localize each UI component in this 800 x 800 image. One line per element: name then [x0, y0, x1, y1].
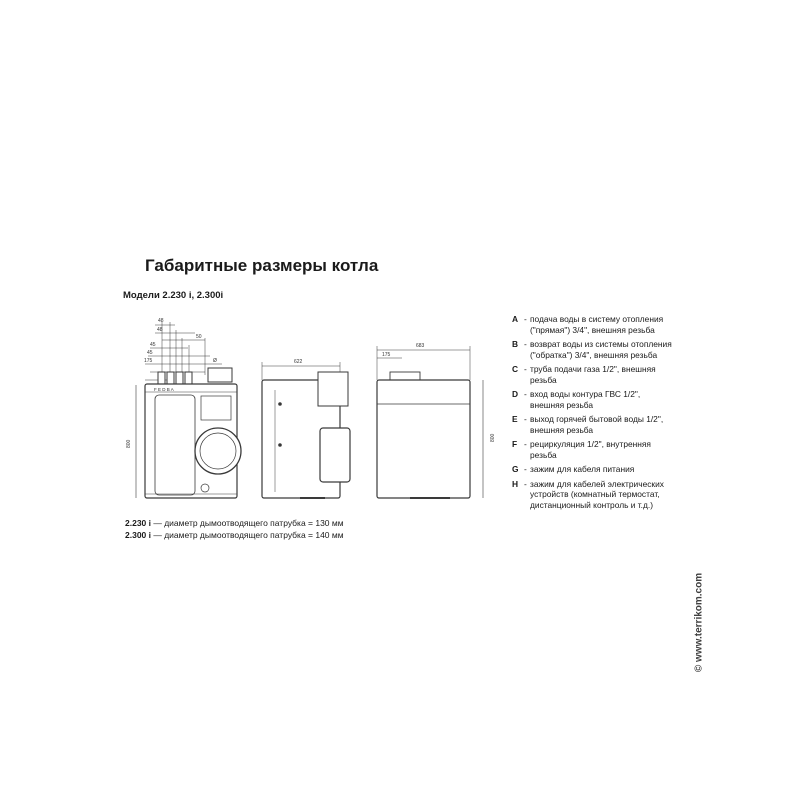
legend-item-d: D - вход воды контура ГВС 1/2", внешняя резьба [512, 389, 672, 410]
rear-view [377, 343, 496, 498]
legend-key: E [512, 414, 518, 424]
dim-diameter: Ø [213, 358, 217, 364]
dim-800-rear: 800 [490, 433, 496, 442]
dim-45b: 45 [147, 350, 153, 356]
legend-key: C [512, 364, 519, 374]
dim-50: 50 [196, 334, 202, 340]
dim-48a: 48 [158, 318, 164, 324]
dim-800-front: 800 [126, 439, 132, 448]
dim-683: 683 [416, 343, 425, 349]
dim-48b: 48 [157, 327, 163, 333]
note-text: — диаметр дымоотводящего патрубка = 130 мм [151, 518, 344, 528]
side-view [262, 359, 350, 498]
dim-622: 622 [294, 359, 303, 365]
legend-text: вход воды контура ГВС 1/2", внешняя резьба [530, 389, 641, 410]
dim-175-rear: 175 [382, 352, 391, 358]
note-2300 [125, 530, 344, 540]
legend-text: выход горячей бытовой воды 1/2", внешняя резьба [530, 414, 664, 435]
note-text: — диаметр дымоотводящего патрубка = 140 мм [151, 530, 344, 540]
front-view [126, 318, 241, 498]
legend-item-c: C - труба подачи газа 1/2", внешняя резьба [512, 364, 672, 385]
note-2230 [125, 518, 344, 528]
legend-item-f: F - рециркуляция 1/2", внутренняя резьба [512, 439, 672, 460]
legend-key: D [512, 389, 519, 399]
legend-item-g: G - зажим для кабеля питания [512, 464, 672, 475]
note-model: 2.230 i [125, 518, 151, 528]
page-title: Габаритные размеры котла [145, 256, 379, 275]
legend-key: F [512, 439, 518, 449]
boiler-drawings [110, 300, 510, 515]
legend-text: рециркуляция 1/2", внутренняя резьба [530, 439, 651, 460]
note-model: 2.300 i [125, 530, 151, 540]
legend-item-h: H - зажим для кабелей электрических устройств (комнатный термостат, дистанционный контроль и т.д.) [512, 479, 672, 511]
port-labels: F E D B A [154, 387, 174, 392]
connections-legend [512, 314, 672, 514]
legend-key: G [512, 464, 519, 474]
legend-item-b: B - возврат воды из системы отопления ("обратка") 3/4", внешняя резьба [512, 339, 672, 360]
legend-text: возврат воды из системы отопления ("обратка") 3/4", внешняя резьба [530, 339, 672, 360]
watermark-text: © www.terrikom.com [693, 572, 705, 673]
legend-key: A [512, 314, 519, 324]
legend-item-e: E - выход горячей бытовой воды 1/2", внешняя резьба [512, 414, 672, 435]
dim-45a: 45 [150, 342, 156, 348]
legend-key: H [512, 478, 519, 489]
legend-text: подача воды в систему отопления ("прямая") 3/4", внешняя резьба [530, 314, 664, 335]
watermark [693, 548, 705, 698]
legend-item-a: A - подача воды в систему отопления ("прямая") 3/4", внешняя резьба [512, 314, 672, 335]
dim-175: 175 [144, 358, 153, 364]
legend-key: B [512, 339, 519, 349]
legend-text: зажим для кабелей электрических устройств (комнатный термостат, дистанционный контроль и т.д.) [530, 478, 664, 510]
legend-text: зажим для кабеля питания [530, 464, 635, 474]
models-subtitle: Модели 2.230 i, 2.300i [123, 290, 224, 301]
legend-text: труба подачи газа 1/2", внешняя резьба [530, 364, 656, 385]
